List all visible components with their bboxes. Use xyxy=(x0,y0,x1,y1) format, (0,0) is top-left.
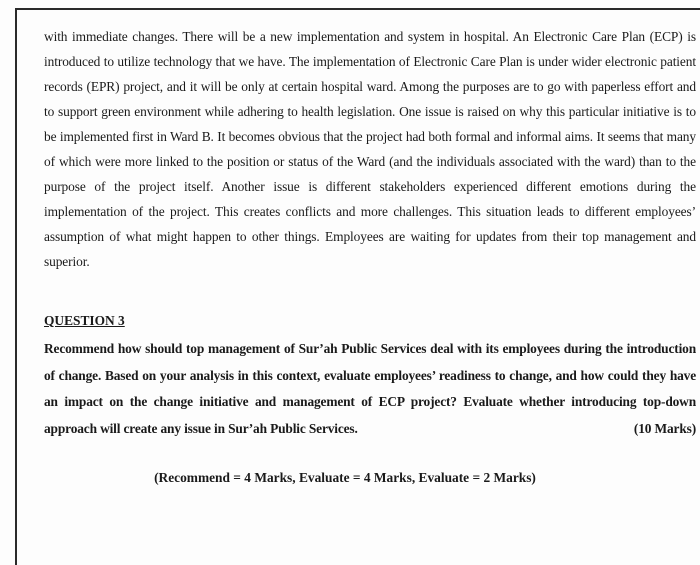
page-border-top xyxy=(16,8,700,10)
question-text: Recommend how should top management of Sur’ah Public Services deal with its employees during the introduction of change. Based on your analysis in this context, evaluate employees’ readiness to change, and how could they have an impact on the change initiative and management of ECP project? Evaluate whether introducing top-down approach will create any issue in Sur’ah Public Services. xyxy=(44,341,696,436)
question-title: QUESTION 3 xyxy=(44,313,125,328)
case-study-paragraph: with immediate changes. There will be a new implementation and system in hospital. An Electronic Care Plan (ECP) is introduced to utilize technology that we have. The implementation of Electronic Care Plan is under wider electronic patient records (EPR) project, and it will be only at certain hospital ward. Among the purposes are to go with paperless effort and to support green environment while adhering to health legislation. One issue is raised on why this particular initiative is to be implemented first in Ward B. It becomes obvious that the project had both formal and informal aims. It seems that many of which were more linked to the position or status of the Ward (and the individuals associated with the ward) than to the purpose of the project itself. Another issue is different stakeholders experienced different emotions during the implementation of the project. This creates conflicts and more challenges. This situation leads to different employees’ assumption of what might happen to other things. Employees are waiting for updates from their top management and superior. xyxy=(44,29,696,269)
marks-breakdown: (Recommend = 4 Marks, Evaluate = 4 Marks, Evaluate = 2 Marks) xyxy=(154,470,536,485)
question-marks: (10 Marks) xyxy=(633,420,696,436)
document-content xyxy=(44,24,696,489)
page-border-left xyxy=(15,8,17,565)
question-body xyxy=(44,336,696,442)
